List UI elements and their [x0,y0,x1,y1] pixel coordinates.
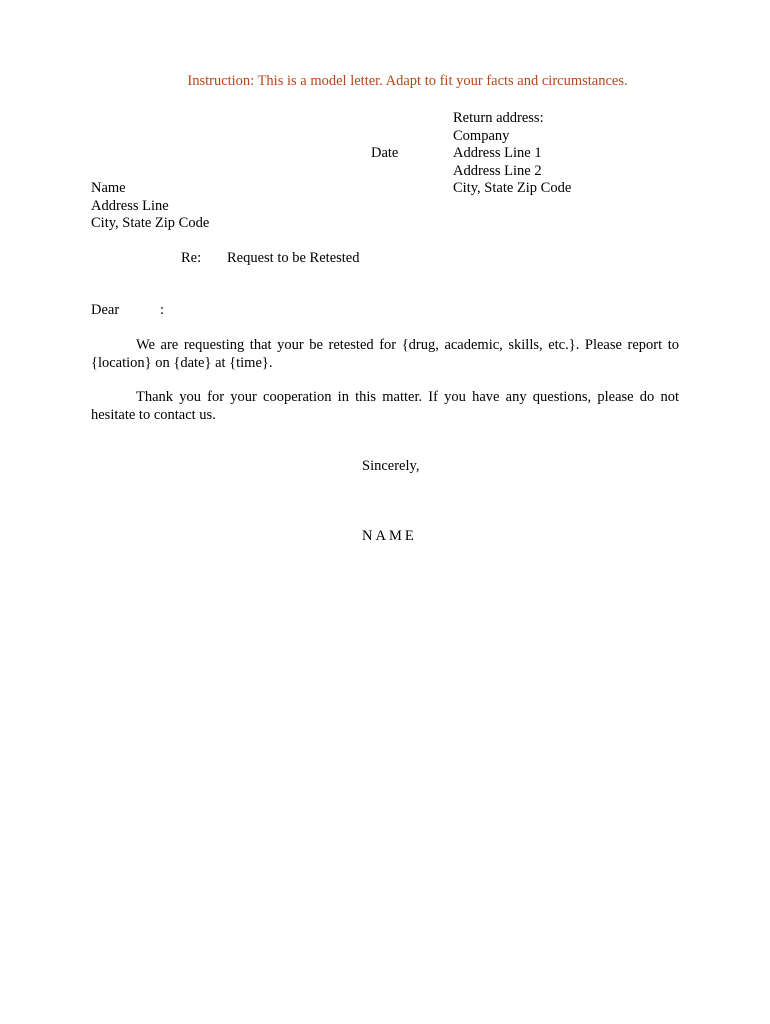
return-address-heading: Return address: [453,110,544,126]
signature-name: NAME [362,528,417,544]
re-label: Re: [181,250,202,266]
return-address-city-state-zip: City, State Zip Code [453,180,572,196]
body-paragraph-2: Thank you for your cooperation in this matter. If you have any questions, please do not hesitate to contact us. [91,389,679,423]
recipient-address-block [91,180,209,233]
salutation: Dear [91,302,120,318]
date-placeholder: Date [371,145,399,161]
closing: Sincerely, [362,458,420,474]
recipient-address-line: Address Line [91,197,169,214]
return-address-line-1: Address Line 1 [453,145,542,161]
re-subject: Request to be Retested [227,250,360,266]
salutation-colon: : [160,302,165,318]
return-address-company: Company [453,127,510,144]
instruction-note: Instruction: This is a model letter. Adapt to fit your facts and circumstances. [187,73,628,89]
recipient-name: Name [91,180,126,196]
return-address-line-2: Address Line 2 [453,162,542,179]
recipient-city-state-zip: City, State Zip Code [91,215,210,231]
return-address-block [453,110,571,198]
body-paragraph-1: We are requesting that your be retested for {drug, academic, skills, etc.}. Please report to {location} on {date} at {time}. [91,337,679,371]
